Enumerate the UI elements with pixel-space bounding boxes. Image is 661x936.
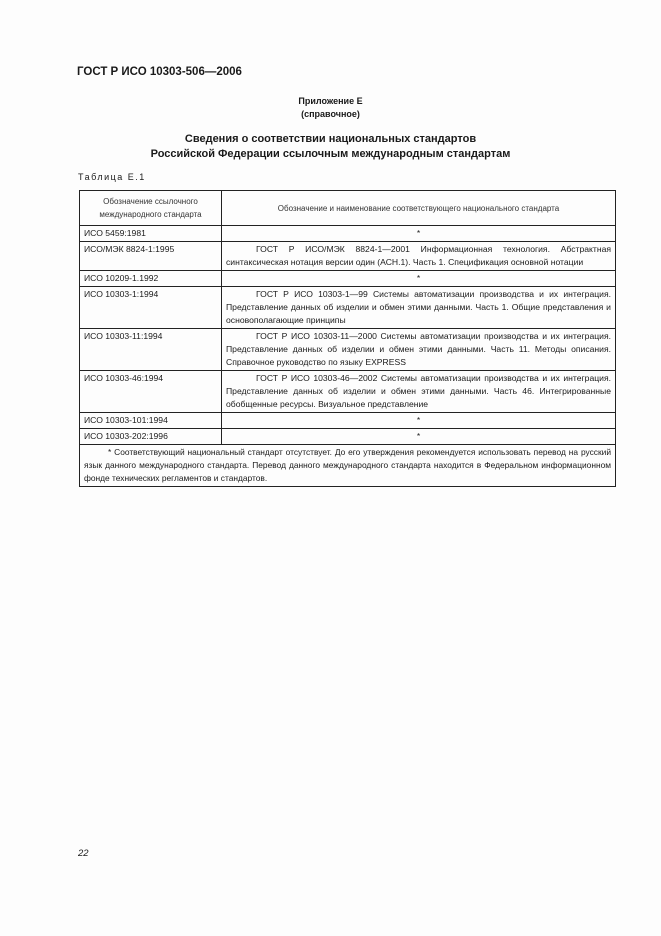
national-standard-cell: ГОСТ Р ИСО 10303-46—2002 Системы автоматизации производства и их интеграция. Представление данных об изделии и обмен этими данными. Часть 46. Интегрированные обобщенные ресурсы. Визуальное представление <box>222 371 616 413</box>
table-row <box>80 413 616 429</box>
appendix-title: Приложение Е <box>298 96 363 106</box>
table-row <box>80 226 616 242</box>
table-row <box>80 429 616 445</box>
national-standard-cell: ГОСТ Р ИСО/МЭК 8824-1—2001 Информационная технология. Абстрактная синтаксическая нотация версии один (АСН.1). Часть 1. Спецификация основной нотации <box>222 242 616 271</box>
national-standard-cell: * <box>222 226 616 242</box>
section-title-line-2: Российской Федерации ссылочным международным стандартам <box>150 148 511 160</box>
international-code: ИСО 10303-11:1994 <box>80 329 222 371</box>
national-standard-cell: ГОСТ Р ИСО 10303-1—99 Системы автоматизации производства и их интеграция. Представление данных об изделии и обмен этими данными. Часть 1. Общие представления и основополагающие принципы <box>222 287 616 329</box>
national-standard-cell: * <box>222 271 616 287</box>
table-row <box>80 271 616 287</box>
international-code: ИСО 5459:1981 <box>80 226 222 242</box>
appendix-type: (справочное) <box>301 109 360 119</box>
table-caption: Таблица Е.1 <box>78 172 146 182</box>
national-standard-cell: ГОСТ Р ИСО 10303-11—2000 Системы автоматизации производства и их интеграция. Представление данных об изделии и обмен этими данными. Часть 11. Методы описания. Справочное руководство по языку EXPRESS <box>222 329 616 371</box>
header-national-standard: Обозначение и наименование соответствующего национального стандарта <box>222 191 616 226</box>
section-title-line-1: Сведения о соответствии национальных стандартов <box>184 133 477 145</box>
table-row <box>80 329 616 371</box>
national-standard-cell: * <box>222 429 616 445</box>
international-code: ИСО/МЭК 8824-1:1995 <box>80 242 222 271</box>
table-row <box>80 287 616 329</box>
document-header: ГОСТ Р ИСО 10303-506—2006 <box>77 66 242 78</box>
international-code: ИСО 10303-1:1994 <box>80 287 222 329</box>
national-standard-cell: * <box>222 413 616 429</box>
table-header-row <box>80 191 616 226</box>
international-code: ИСО 10303-101:1994 <box>80 413 222 429</box>
international-code: ИСО 10209-1.1992 <box>80 271 222 287</box>
standards-table <box>79 190 616 487</box>
international-code: ИСО 10303-46:1994 <box>80 371 222 413</box>
international-code: ИСО 10303-202:1996 <box>80 429 222 445</box>
header-international-standard: Обозначение ссылочного международного стандарта <box>80 191 222 226</box>
table-footnote: * Соответствующий национальный стандарт отсутствует. До его утверждения рекомендуется использовать перевод на русский язык данного международного стандарта. Перевод данного международного стандарта находится в Федеральном информационном фонде технических регламентов и стандартов. <box>80 445 616 487</box>
section-title <box>0 132 661 162</box>
table-row <box>80 242 616 271</box>
page-number: 22 <box>78 848 89 859</box>
table-row <box>80 371 616 413</box>
table-note-row <box>80 445 616 487</box>
